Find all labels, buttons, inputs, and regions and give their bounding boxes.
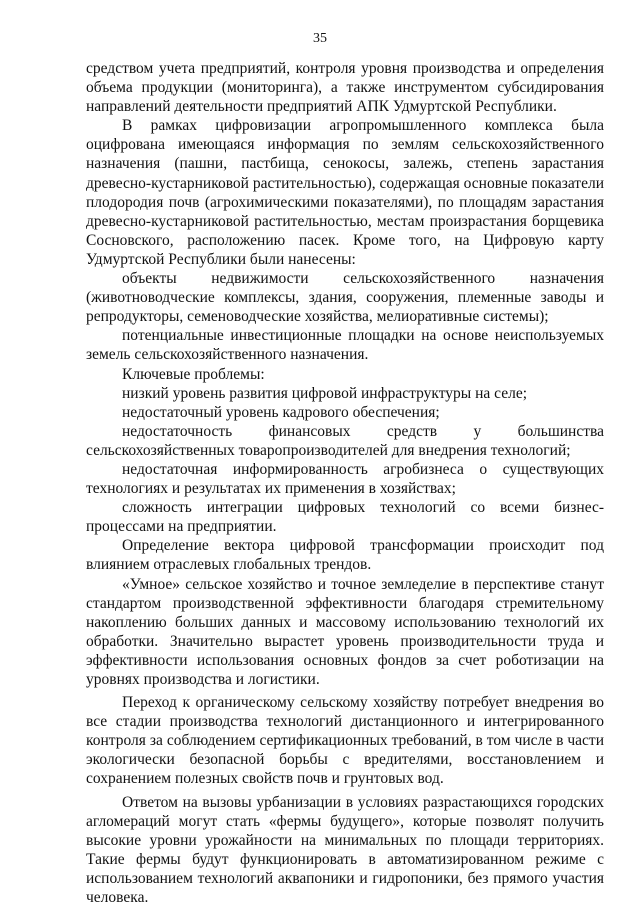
paragraph-trends-intro: Определение вектора цифровой трансформации происходит под влиянием отраслевых глобальных трендов. bbox=[86, 537, 604, 574]
paragraph-real-estate-objects: объекты недвижимости сельскохозяйственного назначения (животноводческие комплексы, здания, сооружения, племенные заводы и репродукторы, семеноводческие хозяйства, мелиоративные системы); bbox=[86, 270, 604, 326]
paragraph-problem-staffing: недостаточный уровень кадрового обеспечения; bbox=[122, 403, 440, 421]
document-body bbox=[86, 59, 604, 907]
paragraph-farms-of-future: Ответом на вызовы урбанизации в условиях разрастающихся городских агломераций могут стать «фермы будущего», которые позволят получить высокие уровни урожайности на минимальных по площади территориях. Такие фермы будут функционировать в автоматизированном режиме с использованием технологий аквапоники и гидропоники, без прямого участия человека. bbox=[86, 793, 604, 907]
paragraph-problem-integration: сложность интеграции цифровых технологий со всеми бизнес-процессами на предприятии. bbox=[86, 499, 604, 536]
paragraph-key-problems-heading: Ключевые проблемы: bbox=[122, 365, 265, 383]
paragraph-investment-sites: потенциальные инвестиционные площадки на основе неиспользуемых земель сельскохозяйственного назначения. bbox=[86, 327, 604, 364]
paragraph-problem-finance: недостаточность финансовых средств у большинства сельскохозяйственных товаропроизводителей для внедрения технологий; bbox=[86, 422, 604, 459]
paragraph-organic-agriculture: Переход к органическому сельскому хозяйству потребует внедрения во все стадии производства технологий дистанционного и интегрированного контроля за соблюдением сертификационных требований, в том числе в части экологически безопасной борьбы с вредителями, восстановлением и сохранением полезных свойств почв и грунтовых вод. bbox=[86, 694, 604, 788]
page-number: 35 bbox=[313, 31, 327, 46]
paragraph-smart-agriculture: «Умное» сельское хозяйство и точное земледелие в перспективе станут стандартом производственной эффективности благодаря стремительному накоплению больших данных и массовому использованию технологий их обработки. Значительно вырастет уровень производительности труда и эффективности использования основных фондов за счет роботизации на уровнях производства и логистики. bbox=[86, 575, 604, 688]
paragraph-problem-awareness: недостаточная информированность агробизнеса о существующих технологиях и результатах их применения в хозяйствах; bbox=[86, 460, 604, 498]
paragraph-digitization: В рамках цифровизации агропромышленного комплекса была оцифрована имеющаяся информация по землям сельскохозяйственного назначения (пашни, пастбища, сенокосы, залежь, степень зарастания древесно-кустарниковой растительностью), содержащая основные показатели плодородия почв (агрохимическими показателями), по площадям зарастания древесно-кустарниковой растительностью, местам произрастания борщевика Сосновского, расположению пасек. Кроме того, на Цифровую карту Удмуртской Республики были нанесены: bbox=[86, 117, 604, 268]
paragraph-continuation: средством учета предприятий, контроля уровня производства и определения объема продукции (мониторинга), а также инструментом субсидирования направлений деятельности предприятий АПК Удмуртской Республики. bbox=[86, 60, 604, 116]
paragraph-problem-infrastructure: низкий уровень развития цифровой инфраструктуры на селе; bbox=[122, 384, 528, 402]
